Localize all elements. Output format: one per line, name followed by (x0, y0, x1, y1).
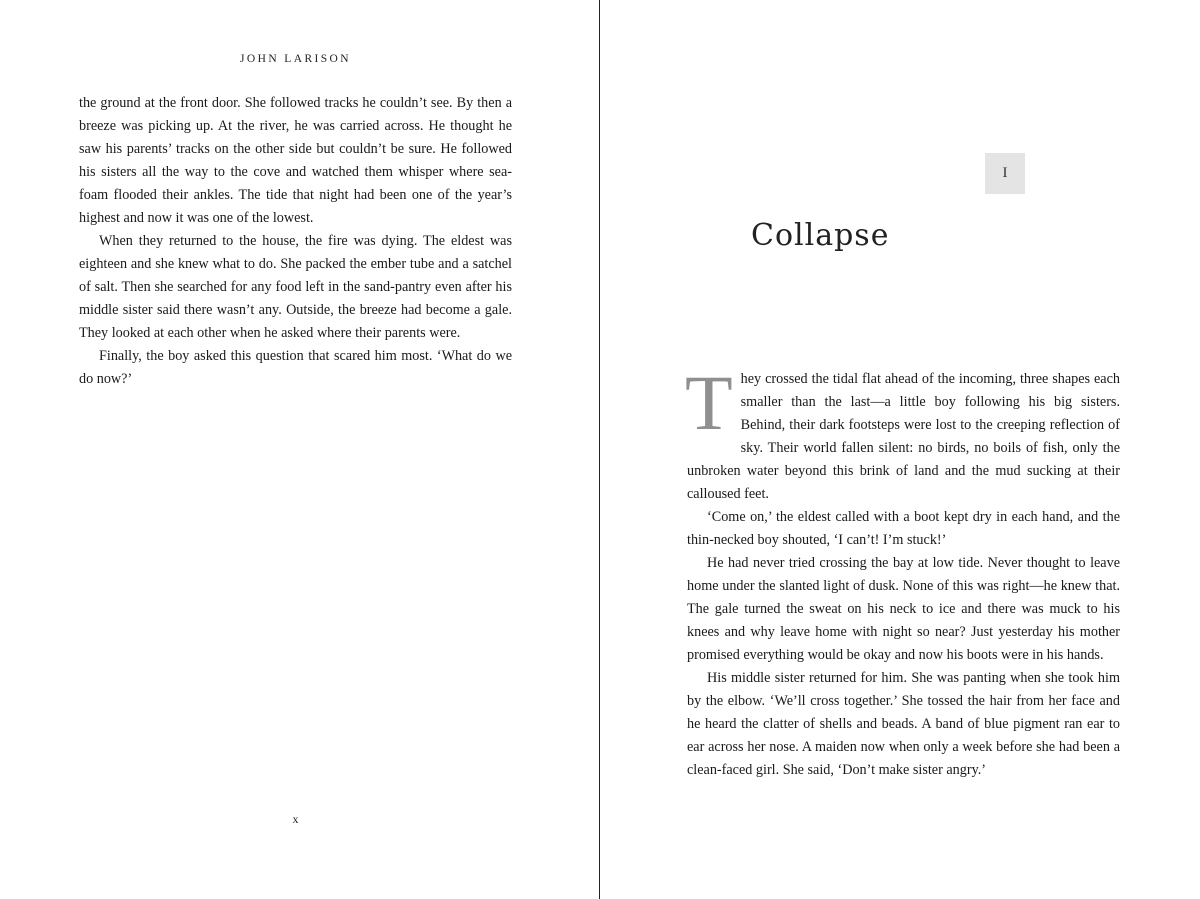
left-page (0, 0, 599, 899)
right-body-text (685, 359, 1120, 782)
right-page (600, 0, 1200, 899)
paragraph: When they returned to the house, the fire was dying. The eldest was eighteen and she knew what to do. She packed the ember tube and a satchel of salt. Then she searched for any food left in the sand-pantry even after his middle sister said there wasn’t any. Outside, the breeze had become a gale. They looked at each other when he asked where their parents were. (79, 233, 512, 341)
opening-paragraph (685, 359, 1120, 506)
chapter-number: I (1002, 165, 1008, 181)
paragraph: ‘Come on,’ the eldest called with a boot kept dry in each hand, and the thin-necked boy shouted, ‘I can’t! I’m stuck!’ (687, 509, 1120, 548)
opening-paragraph-text: hey crossed the tidal flat ahead of the incoming, three shapes each smaller than the last—a little boy following his big sisters. Behind, their dark footsteps were lost to the creeping reflection of sky. Their world fallen silent: no birds, no boils of fish, only the unbroken water beyond this brink of land and the mud sucking at their calloused feet. (687, 371, 1120, 502)
paragraph: Finally, the boy asked this question that scared him most. ‘What do we do now?’ (79, 348, 512, 387)
chapter-number-box (985, 153, 1025, 194)
chapter-title: Collapse (751, 218, 890, 253)
paragraph: He had never tried crossing the bay at low tide. Never thought to leave home under the slanted light of dusk. None of this was right—he knew that. The gale turned the sweat on his neck to ice and there was muck to his knees and why leave home with night so near? Just yesterday his mother promised everything would be okay and now his boots were in his hands. (687, 555, 1120, 663)
paragraph: the ground at the front door. She followed tracks he couldn’t see. By then a breeze was picking up. At the river, he was carried across. He thought he saw his parents’ tracks on the other side but couldn’t be sure. He followed his sisters all the way to the cove and watched them whisper where sea-foam flooded their ankles. The tide that night had been one of the year’s highest and now it was one of the lowest. (79, 95, 512, 226)
drop-cap: T (685, 359, 733, 446)
paragraph: His middle sister returned for him. She was panting when she took him by the elbow. ‘We’ll cross together.’ She tossed the hair from her face and he heard the clatter of shells and beads. A band of blue pigment ran ear to ear across her nose. A maiden now when only a week before she had been a clean-faced girl. She said, ‘Don’t make sister angry.’ (687, 670, 1120, 778)
left-body-text (79, 92, 512, 391)
running-head: JOHN LARISON (240, 53, 351, 65)
page-number: x (292, 812, 299, 826)
